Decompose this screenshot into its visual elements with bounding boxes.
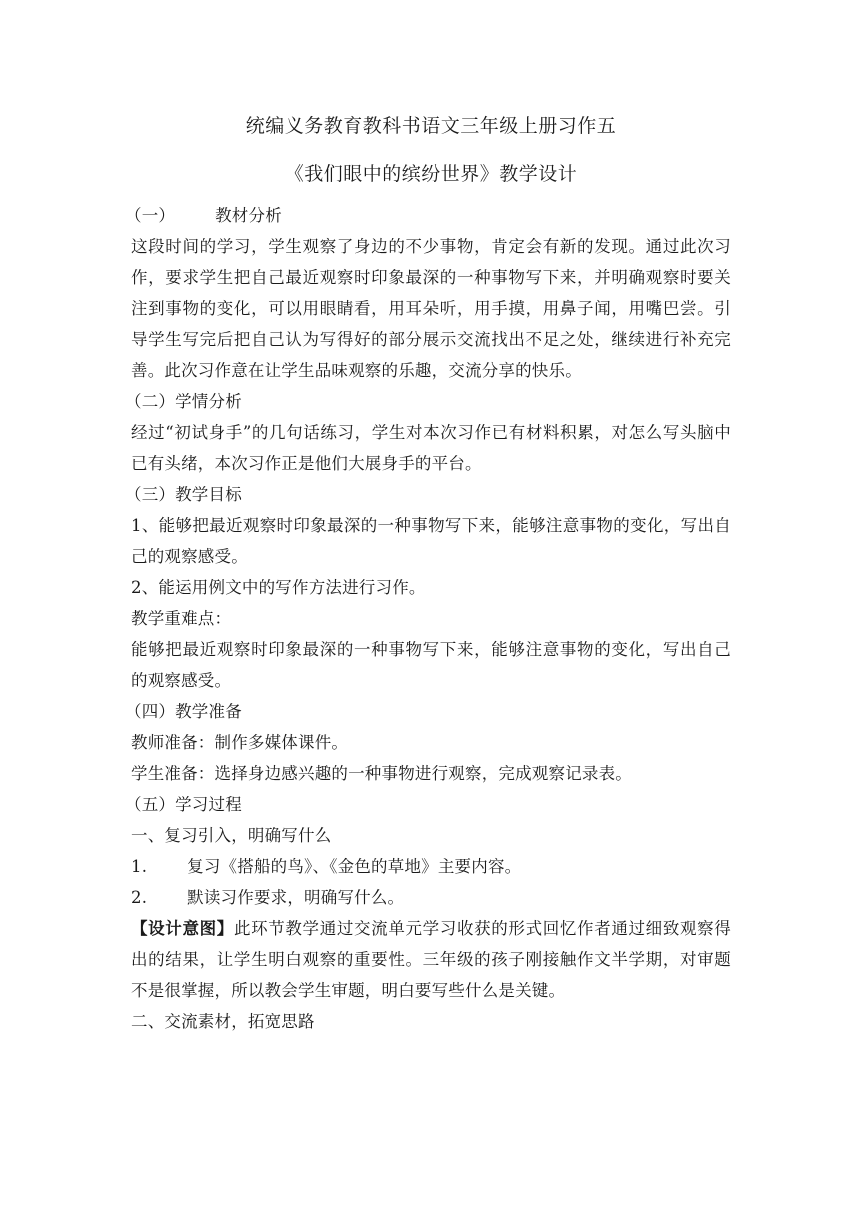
section-heading-teaching-prep: （四）教学准备 <box>125 702 242 721</box>
list-item-text: 复习《搭船的鸟》、《金色的草地》主要内容。 <box>187 857 522 876</box>
section-number: （一） <box>125 206 176 225</box>
list-item-number: 2. <box>131 888 148 907</box>
document-subtitle: 《我们眼中的缤纷世界》教学设计 <box>284 163 578 185</box>
section-heading-student-analysis: （二）学情分析 <box>125 392 242 411</box>
list-item-1 <box>131 851 731 882</box>
section-heading-learning-process: （五）学习过程 <box>125 795 242 814</box>
paragraph-student-prep: 学生准备：选择身边感兴趣的一种事物进行观察，完成观察记录表。 <box>131 764 632 783</box>
paragraph-goal-2: 2、能运用例文中的写作方法进行习作。 <box>131 578 426 597</box>
paragraph-textbook-analysis: 这段时间的学习，学生观察了身边的不少事物，肯定会有新的发现。通过此次习作，要求学生把自己最近观察时印象最深的一种事物写下来，并明确观察时要关注到事物的变化，可以用眼睛看，用耳朵听，用手摸，用鼻子闻，用嘴巴尝。引导学生写完后把自己认为写得好的部分展示交流找出不足之处，继续进行补充完善。此次习作意在让学生品味观察的乐趣，交流分享的快乐。 <box>131 237 731 380</box>
paragraph-teacher-prep: 教师准备：制作多媒体课件。 <box>131 733 349 752</box>
section-heading-textbook-analysis <box>125 200 731 231</box>
paragraph-part-2-heading: 二、交流素材，拓宽思路 <box>131 1012 315 1031</box>
document-title: 统编义务教育教科书语文三年级上册习作五 <box>245 115 617 137</box>
paragraph-student-analysis: 经过“初试身手”的几句话练习，学生对本次习作已有材料积累，对怎么写头脑中已有头绪，本次习作正是他们大展身手的平台。 <box>131 423 731 473</box>
paragraph-design-intent <box>131 913 731 1006</box>
label-key-points: 教学重难点： <box>131 609 232 628</box>
section-title: 教材分析 <box>215 206 282 225</box>
paragraph-part-1-heading: 一、复习引入，明确写什么 <box>131 826 332 845</box>
document-content <box>125 112 731 1037</box>
list-item-number: 1. <box>131 857 148 876</box>
paragraph-goal-1: 1、能够把最近观察时印象最深的一种事物写下来，能够注意事物的变化，写出自己的观察感受。 <box>131 516 731 566</box>
list-item-2 <box>131 882 731 913</box>
section-heading-teaching-goals: （三）教学目标 <box>125 485 242 504</box>
list-item-text: 默读习作要求，明确写什么。 <box>187 888 405 907</box>
design-intent-label: 【设计意图】 <box>131 919 234 938</box>
paragraph-key-points: 能够把最近观察时印象最深的一种事物写下来，能够注意事物的变化，写出自己的观察感受。 <box>131 640 731 690</box>
design-intent-body: 此环节教学通过交流单元学习收获的形式回忆作者通过细致观察得出的结果，让学生明白观察的重要性。三年级的孩子刚接触作文半学期，对审题不是很掌握，所以教会学生审题，明白要写些什么是关键。 <box>131 919 731 1000</box>
